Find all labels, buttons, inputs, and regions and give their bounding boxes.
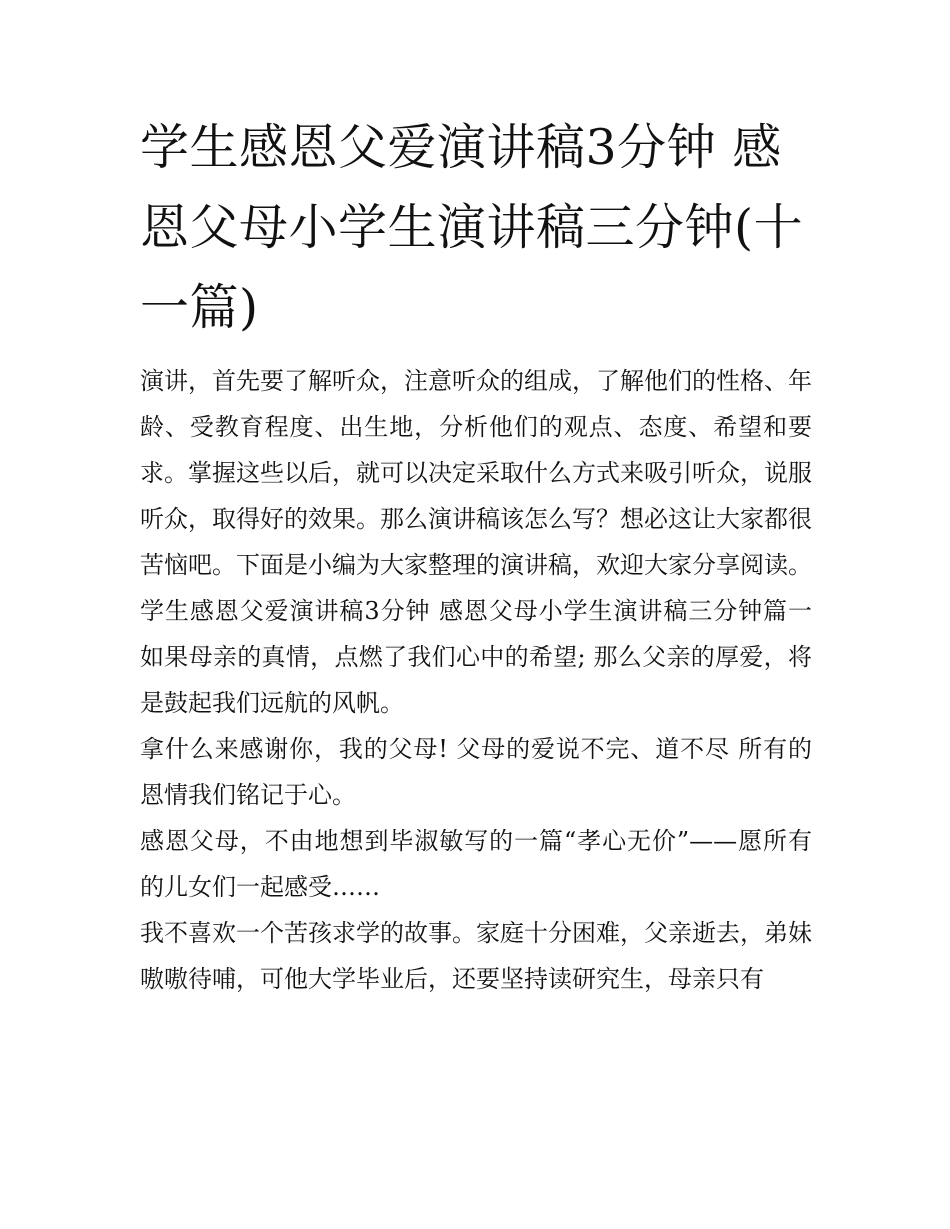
paragraph-thanks: 拿什么来感谢你，我的父母! 父母的爱说不完、道不尽 所有的恩情我们铭记于心。 <box>140 735 812 809</box>
paragraph-part-one: 学生感恩父爱演讲稿3分钟 感恩父母小学生演讲稿三分钟篇一 如果母亲的真情，点燃了我们心中的希望; 那么父亲的厚爱，将是鼓起我们远航的风帆。 <box>140 597 812 717</box>
paragraph-story: 我不喜欢一个苦孩求学的故事。家庭十分困难，父亲逝去，弟妹嗷嗷待哺，可他大学毕业后，还要坚持读研究生，母亲只有 <box>140 919 812 993</box>
paragraph-intro: 演讲，首先要了解听众，注意听众的组成，了解他们的性格、年龄、受教育程度、出生地，分析他们的观点、态度、希望和要求。掌握这些以后，就可以决定采取什么方式来吸引听众，说服听众，取得好的效果。那么演讲稿该怎么写？想必这让大家都很苦恼吧。下面是小编为大家整理的演讲稿，欢迎大家分享阅读。 <box>140 367 812 579</box>
document-page <box>140 108 812 1002</box>
document-title: 学生感恩父爱演讲稿3分钟 感恩父母小学生演讲稿三分钟(十一篇) <box>140 119 804 336</box>
paragraph-gratitude: 感恩父母，不由地想到毕淑敏写的一篇“孝心无价”——愿所有的儿女们一起感受…… <box>140 827 812 901</box>
